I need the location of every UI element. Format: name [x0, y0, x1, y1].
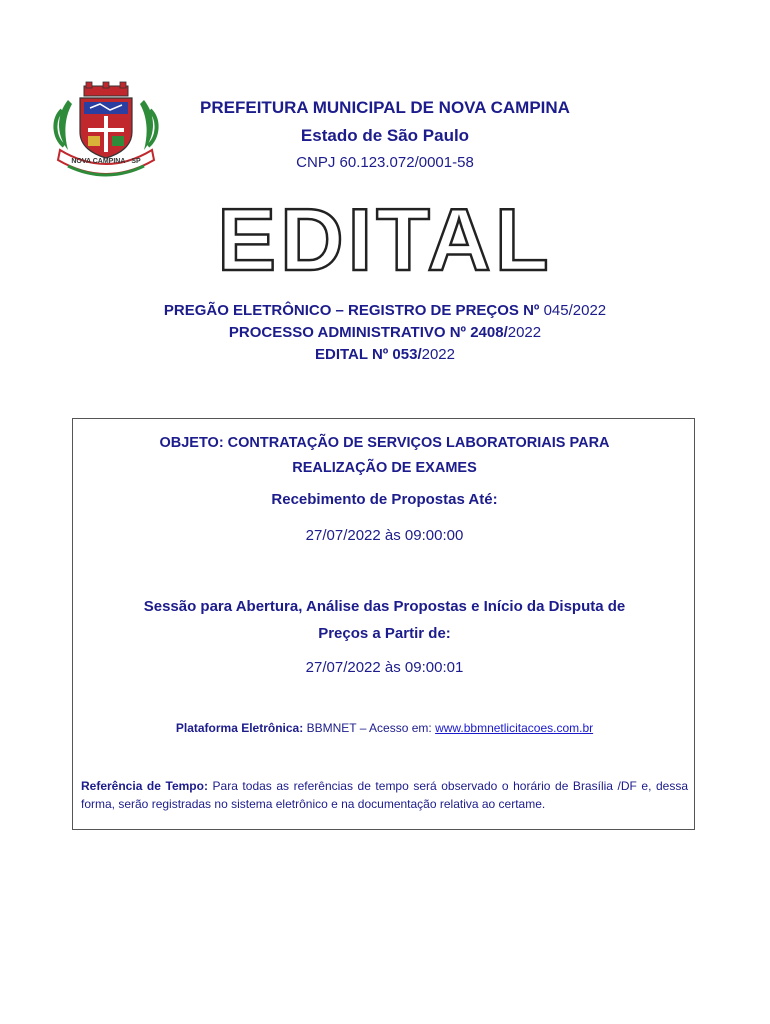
- document-header: [150, 96, 620, 174]
- referencia-tempo: Referência de Tempo: Para todas as referências de tempo será observado o horário de Brasília /DF e, dessa forma, serão registradas no sistema eletrônico e na documentação relativa ao certame.: [81, 779, 689, 811]
- edital-number-line: EDITAL Nº 053/2022: [315, 346, 455, 363]
- cnpj-number: CNPJ 60.123.072/0001-58: [296, 154, 474, 171]
- plataforma-link[interactable]: www.bbmnetlicitacoes.com.br: [435, 721, 594, 735]
- sessao-date: 27/07/2022 às 09:00:01: [305, 659, 464, 676]
- state-name: Estado de São Paulo: [300, 126, 470, 145]
- municipality-title: PREFEITURA MUNICIPAL DE NOVA CAMPINA: [200, 98, 570, 117]
- municipal-coat-of-arms-logo: [50, 80, 162, 180]
- sessao-label: Sessão para Abertura, Análise das Propostas e Início da Disputa de Preços a Partir de:: [143, 598, 626, 642]
- processo-line: PROCESSO ADMINISTRATIVO Nº 2408/2022: [228, 324, 542, 341]
- edital-heading: [200, 196, 570, 280]
- process-identifiers: [80, 300, 690, 366]
- objeto-text: OBJETO: CONTRATAÇÃO DE SERVIÇOS LABORATORIAIS PARA REALIZAÇÃO DE EXAMES: [159, 435, 610, 476]
- pregao-line: PREGÃO ELETRÔNICO – REGISTRO DE PREÇOS Nº 045/2022: [163, 302, 607, 319]
- svg-text:NOVA CAMPINA - SP: NOVA CAMPINA - SP: [71, 158, 141, 165]
- edital-heading-text: EDITAL: [217, 196, 553, 280]
- plataforma-line: Plataforma Eletrônica: BBMNET – Acesso em: www.bbmnetlicitacoes.com.br: [175, 721, 594, 735]
- object-info-box: [72, 418, 695, 830]
- recebimento-label: Recebimento de Propostas Até:: [271, 491, 498, 508]
- recebimento-date: 27/07/2022 às 09:00:00: [305, 527, 464, 544]
